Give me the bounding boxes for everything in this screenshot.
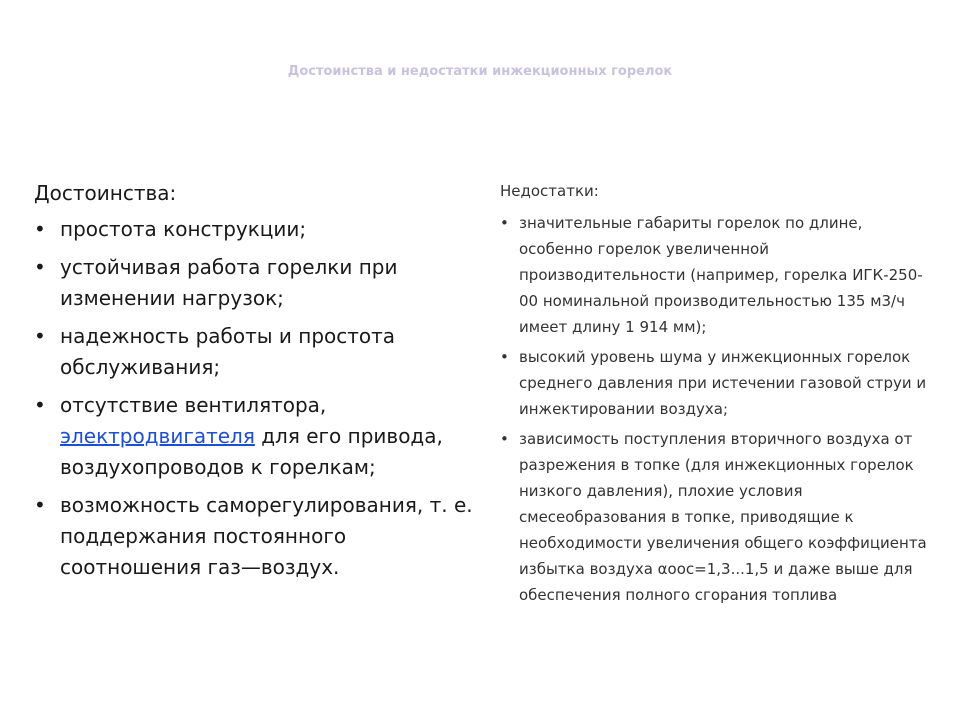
- list-item: [34, 490, 474, 583]
- disadvantage-text: значительные габариты горелок по длине, особенно горелок увеличенной производительности (например, горелка ИГК-250-00 номинальной производительностью 135 м3/ч имеет длину 1 914 мм);: [519, 214, 923, 336]
- list-item: [34, 214, 474, 245]
- advantages-column: [34, 178, 474, 590]
- list-item: [34, 390, 474, 483]
- bullet-icon: •: [34, 393, 46, 417]
- list-item: [34, 252, 474, 314]
- bullet-icon: •: [34, 324, 46, 348]
- bullet-icon: •: [500, 214, 509, 232]
- list-item: [34, 321, 474, 383]
- disadvantages-column: [500, 178, 940, 612]
- electric-motor-link[interactable]: электродвигателя: [60, 424, 255, 448]
- list-item: [500, 210, 940, 340]
- bullet-icon: •: [34, 255, 46, 279]
- advantage-text: устойчивая работа горелки при изменении нагрузок;: [60, 255, 398, 310]
- bullet-icon: •: [34, 493, 46, 517]
- advantage-text-pre: отсутствие вентилятора,: [60, 393, 327, 417]
- disadvantage-text: высокий уровень шума у инжекционных горелок среднего давления при истечении газовой струи и инжектировании воздуха;: [519, 348, 927, 418]
- advantage-text-post: для его привода, воздухопроводов к горелкам;: [60, 424, 443, 479]
- advantages-list: [34, 214, 474, 583]
- advantages-heading: Достоинства:: [34, 181, 177, 205]
- advantage-text: возможность саморегулирования, т. е. поддержания постоянного соотношения газ—воздух.: [60, 493, 473, 579]
- advantage-text: надежность работы и простота обслуживания;: [60, 324, 396, 379]
- bullet-icon: •: [34, 217, 46, 241]
- bullet-icon: •: [500, 430, 509, 448]
- list-item: [500, 344, 940, 422]
- disadvantage-text: зависимость поступления вторичного воздуха от разрежения в топке (для инжекционных горелок низкого давления), плохие условия смесеобразования в топке, приводящие к необходимости увеличения общего коэффициента избытка воздуха αоос=1,3...1,5 и даже выше для обеспечения полного сгорания топлива: [519, 430, 927, 604]
- list-item: [500, 426, 940, 608]
- slide-title: Достоинства и недостатки инжекционных горелок: [287, 64, 673, 79]
- disadvantages-heading: Недостатки:: [500, 182, 599, 200]
- advantage-text: простота конструкции;: [60, 217, 307, 241]
- bullet-icon: •: [500, 348, 509, 366]
- disadvantages-list: [500, 210, 940, 608]
